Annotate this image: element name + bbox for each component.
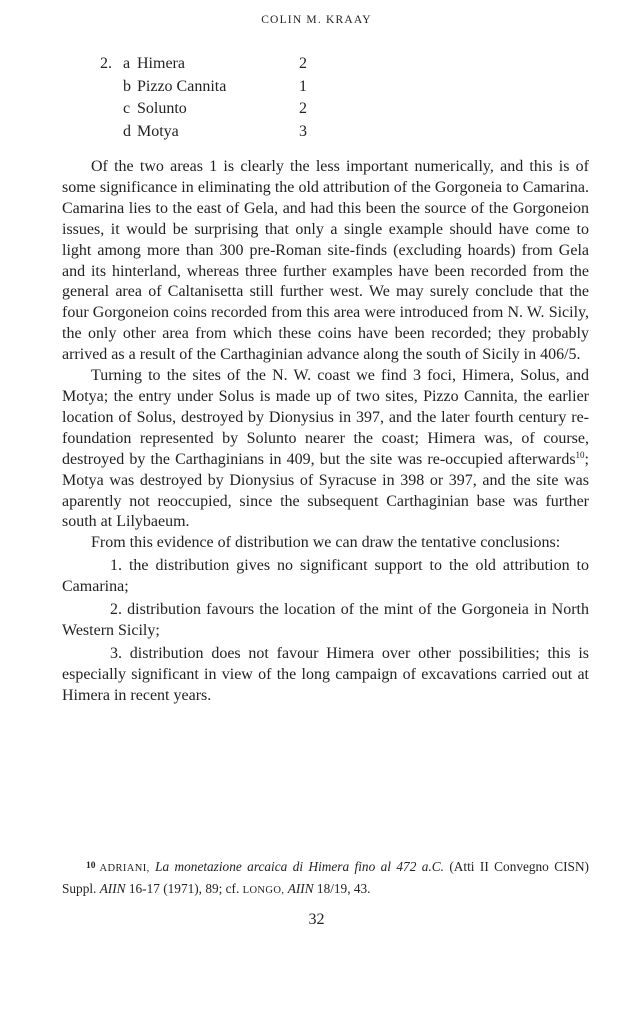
list-place: Solunto	[137, 100, 187, 117]
body-text	[62, 157, 589, 707]
list-row	[100, 78, 320, 101]
paragraph	[62, 366, 589, 533]
site-count-list	[100, 55, 320, 145]
footnote-journal: AIIN	[287, 881, 314, 896]
paragraph: Of the two areas 1 is clearly the less important numerically, and this is of some significance in eliminating the old attribution of the Gorgoneia to Camarina. Camarina lies to the east of Gela, and had this been the source of the Gorgoneion issues, it would be surprising that only a single example should have come to light among more than 300 pre-Roman site-finds (excluding hoards) from Gela and its hinterland, whereas three further examples have been recorded from the general area of Caltanisetta still further west. We may surely conclude that the four Gorgoneion coins recorded from this area were introduced from N. W. Sicily, the only other area from which these coins have been recorded; they probably arrived as a result of the Carthaginian advance along the south of Sicily in 406/5.	[62, 158, 589, 364]
paragraph: From this evidence of distribution we can draw the tentative conclusions:	[91, 534, 561, 552]
footnote-text: 18/19, 43.	[316, 881, 371, 896]
list-number: 2.	[100, 55, 112, 72]
list-letter: a	[123, 55, 131, 72]
list-letter: b	[123, 77, 131, 95]
footnote-text: 16-17 (1971), 89; cf.	[128, 881, 240, 896]
list-count: 2	[299, 55, 307, 72]
list-count: 2	[299, 100, 307, 117]
footnote	[62, 856, 589, 901]
paragraph-text: ; Motya was destroyed by Dionysius of Syracuse in 398 or 397, and the site was aparently not reoccupied, since the subsequent Carthaginian base was further south at Lilybaeum.	[62, 450, 589, 531]
list-place: Pizzo Cannita	[137, 77, 227, 95]
footnote-reference[interactable]: 10	[575, 449, 585, 460]
conclusion-item: 3. distribution does not favour Himera over other possibilities; this is especially significant in view of the long campaign of excavations carried out at Himera in recent years.	[62, 644, 589, 704]
list-count: 3	[299, 122, 307, 140]
list-place: Himera	[137, 55, 185, 72]
list-letter: d	[123, 122, 131, 140]
list-count: 1	[299, 77, 307, 95]
footnote-author: ADRIANI,	[99, 863, 150, 874]
list-place: Motya	[137, 122, 179, 140]
footnote-journal: AIIN	[99, 881, 126, 896]
conclusion-item: 1. the distribution gives no significant support to the old attribution to Camarina;	[62, 557, 589, 596]
footnote-author: LONGO,	[242, 885, 285, 896]
footnote-text: (Atti II Convegno CISN) Suppl.	[62, 859, 589, 896]
paragraph-text: Turning to the sites of the N. W. coast we find 3 foci, Himera, Solus, and Motya; the entry under Solus is made up of two sites, Pizzo Cannita, the earlier location of Solus, destroyed by Dionysius in 397, and the later fourth century re-foundation represented by Solunto nearer the coast; Himera was, of course, destroyed by the Carthaginians in 409, but the site was re-occupied afterwards	[62, 367, 589, 468]
running-header: COLIN M. KRAAY	[261, 14, 372, 26]
list-row	[100, 123, 320, 146]
page-number: 32	[308, 911, 325, 928]
footnote-title: La monetazione arcaica di Himera fino al 472 a.C.	[155, 859, 444, 874]
list-row	[100, 55, 320, 78]
list-row	[100, 100, 320, 123]
conclusion-item: 2. distribution favours the location of the mint of the Gorgoneia in North Western Sicily;	[62, 601, 589, 639]
list-letter: c	[123, 100, 131, 117]
footnote-number: 10	[86, 861, 96, 871]
